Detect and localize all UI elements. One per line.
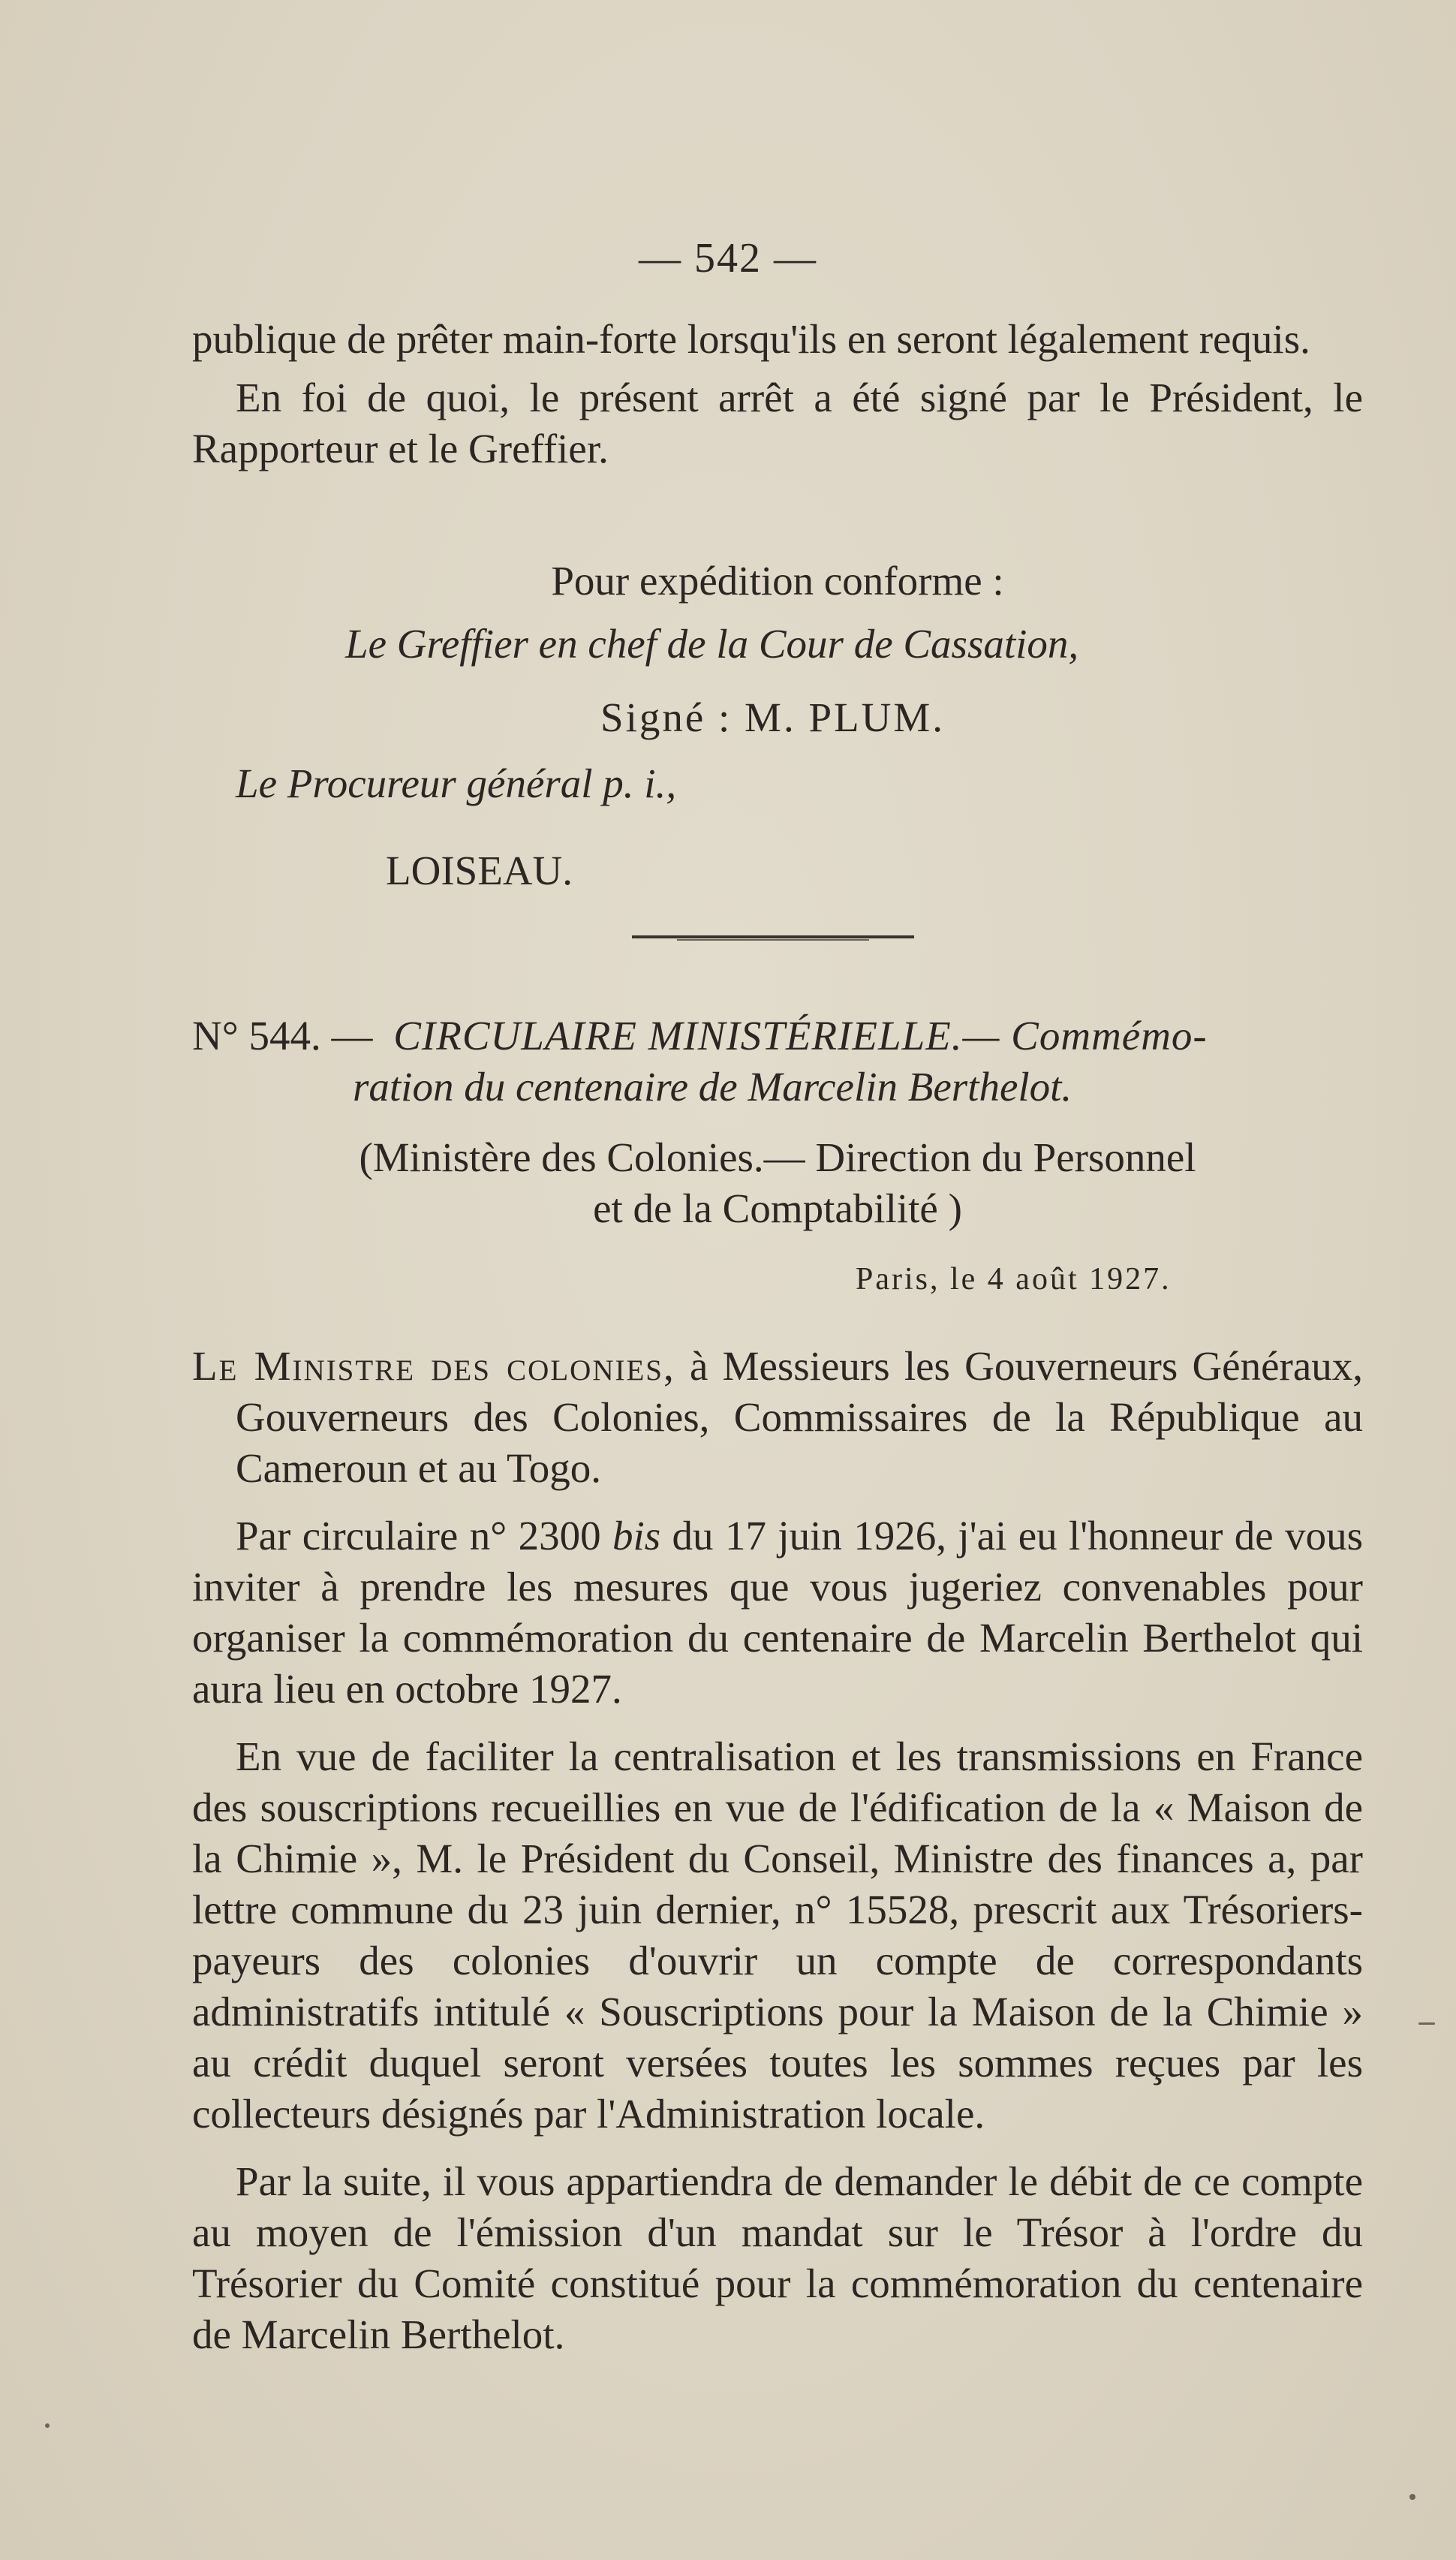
paper-speck [1409,2494,1415,2500]
paragraph-circulaire [192,1510,1363,1715]
circular-title-line-1: CIRCULAIRE MINISTÉRIELLE.— Commémo- [393,1013,1208,1059]
circular-date: Paris, le 4 août 1927. [856,1262,1172,1297]
circular-source [192,1132,1363,1234]
certification-signature: Signé : M. PLUM. [600,694,946,740]
paragraph-en-foi: En foi de quoi, le présent arrêt a été signé par le Président, le Rapporteur et le Greffier. [192,375,1363,471]
page-number: — 542 — [639,235,817,282]
paragraph-mandat: Par la suite, il vous appartiendra de demander le débit de ce compte au moyen de l'émission d'un mandat sur le Trésor à l'ordre du Trésorier du Comité constitué pour la commémoration du centenaire de Marcelin Berthelot. [192,2158,1363,2357]
paragraph-souscriptions: En vue de faciliter la centralisation et les transmissions en France des souscriptions recueillies en vue de l'édification de la « Maison de la Chimie », M. le Président du Conseil, Ministre des finances a, par lettre commune du 23 juin dernier, n° 15528, prescrit aux Trésoriers-payeurs des colonies d'ouvrir un compte de correspondants administratifs intitulé « Souscriptions pour la Maison de la Chimie » au crédit duquel seront versées toutes les sommes reçues par les collecteurs désignés par l'Administration locale. [192,1733,1363,2137]
procureur-name: LOISEAU. [386,848,573,893]
address-recipients: à Messieurs les Gouverneurs Généraux, Gouverneurs des Colonies, Commissaires de la République au Cameroun et au Togo. [236,1343,1363,1491]
procureur-line: Le Procureur général p. i., [236,760,677,806]
certification-line-2: Le Greffier en chef de la Cour de Cassation, [345,621,1079,667]
paragraph-circulaire-b: du 17 juin 1926, j'ai eu l'honneur de vous inviter à prendre les mesures que vous jugeriez convenables pour organiser la commémoration du centenaire de Marcelin Berthelot qui aura lieu en octobre 1927. [192,1513,1363,1712]
circular-title [192,1010,1363,1113]
source-line-2: et de la Comptabilité ) [593,1185,962,1231]
paper-speck [45,2423,50,2428]
circular-number: N° 544. — [192,1013,373,1059]
paragraph-circulaire-a: Par circulaire n° 2300 [236,1513,612,1559]
circular-body [192,1341,1363,2360]
paragraph-continuation: publique de prêter main-forte lorsqu'ils en seront légalement requis. [192,316,1310,362]
circular-title-line-2: ration du centenaire de Marcelin Berthelot. [353,1064,1072,1110]
bis-word: bis [612,1513,661,1559]
certification-line-1: Pour expédition conforme : [551,558,1004,604]
address-paragraph [192,1341,1363,1494]
section-divider [632,935,914,938]
paper-mark [1418,2022,1435,2025]
source-line-1: (Ministère des Colonies.— Direction du Personnel [359,1134,1196,1180]
address-ministre: Le Ministre des colonies, [192,1343,675,1389]
top-text [192,314,1363,474]
